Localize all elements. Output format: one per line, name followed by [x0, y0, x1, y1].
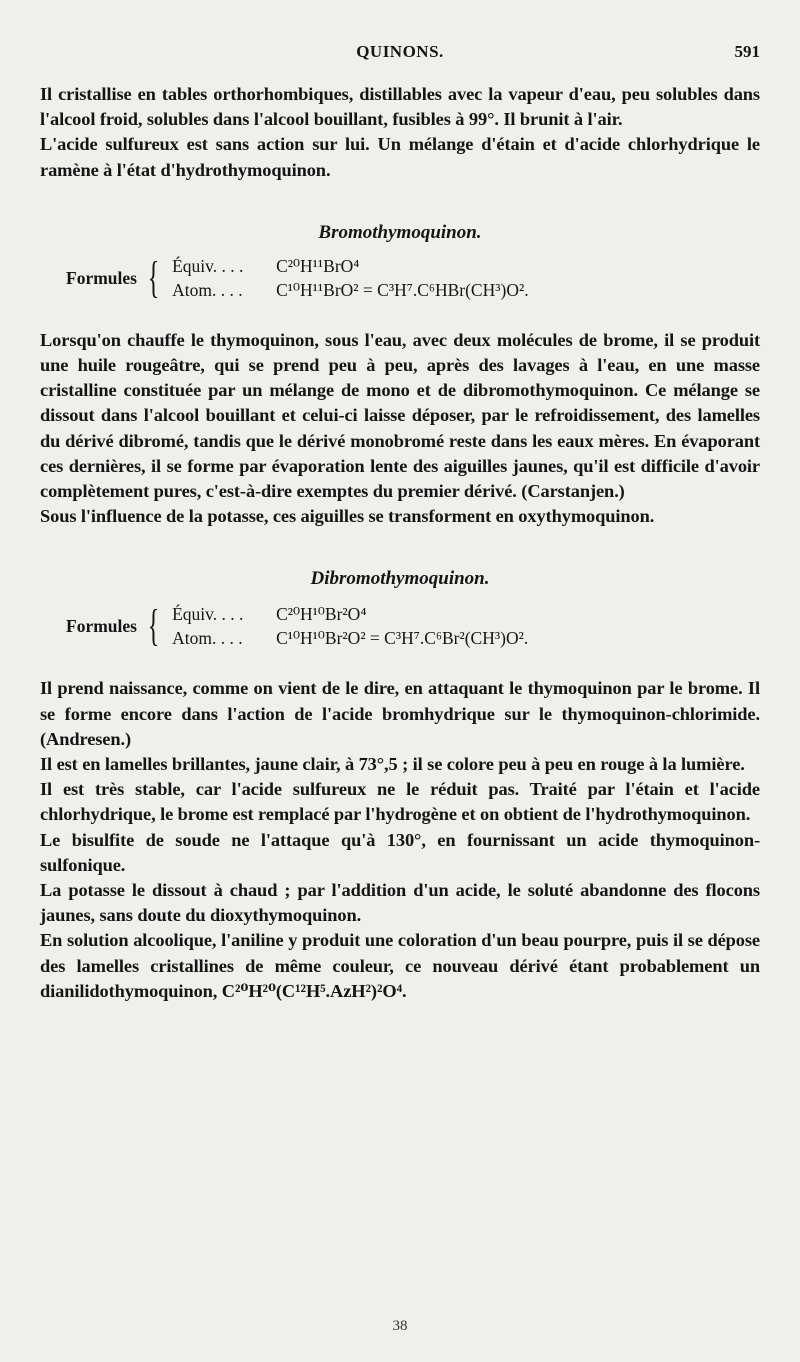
brace-icon: { — [147, 601, 160, 651]
signature-mark: 38 — [392, 1318, 408, 1334]
section-heading-dibromothymoquinon: Dibromothymoquinon. — [310, 568, 490, 590]
paragraph: Le bisulfite de soude ne l'attaque qu'à 130°, en fournissant un acide thymoquinon-sulfonique. — [40, 829, 760, 875]
formula-label: Formules — [66, 616, 137, 637]
formula-row-atom — [172, 626, 528, 650]
formula-value: C¹⁰H¹⁰Br²O² = C³H⁷.C⁶Br²(CH³)O². — [276, 628, 529, 649]
formula-key: Équiv. . . . — [172, 255, 244, 276]
paragraph: La potasse le dissout à chaud ; par l'addition d'un acide, le soluté abandonne des flocons jaunes, sans doute du dioxythymoquinon. — [40, 880, 760, 926]
page-header — [40, 42, 760, 68]
formula-rows — [172, 254, 529, 302]
page-body — [40, 82, 760, 1004]
formula-block — [66, 254, 760, 302]
formula-block — [66, 602, 760, 650]
paragraph: Sous l'influence de la potasse, ces aiguilles se transforment en oxythymoquinon. — [40, 506, 655, 527]
paragraph: Lorsqu'on chauffe le thymoquinon, sous l'eau, avec deux molécules de brome, il se produit une huile rougeâtre, qui se prend peu à peu, après des lavages à l'eau, en une masse cristalline constituée par un mélange de mono et de dibromothymoquinon. Ce mélange se dissout dans l'alcool bouillant et celui-ci laisse déposer, par le refroidissement, des lamelles du dérivé dibromé, tandis que le dérivé monobromé reste dans les eaux mères. En évaporant ces dernières, il se forme par évaporation lente des aiguilles jaunes, qu'il est difficile d'avoir complètement pures, c'est-à-dire exemptes du premier dérivé. (Carstanjen.) — [40, 329, 760, 502]
paragraph: L'acide sulfureux est sans action sur lui. Un mélange d'étain et d'acide chlorhydrique le ramène à l'état d'hydrothymoquinon. — [40, 134, 760, 180]
paragraph: Il cristallise en tables orthorhombiques, distillables avec la vapeur d'eau, peu solubles dans l'alcool froid, solubles dans l'alcool bouillant, fusibles à 99°. Il brunit à l'air. — [40, 84, 760, 130]
formula-value: C²⁰H¹¹BrO⁴ — [276, 255, 360, 276]
paragraph: En solution alcoolique, l'aniline y produit une coloration d'un beau pourpre, puis il se dépose des lamelles cristallines de même couleur, ce nouveau dérivé étant probablement un dianilidothymoquinon, C²⁰H²⁰(C¹²H⁵.AzH²)²O⁴. — [40, 930, 760, 1001]
formula-key: Atom. . . . — [172, 279, 243, 300]
formula-row-atom — [172, 278, 529, 302]
paragraph: Il est très stable, car l'acide sulfureux ne le réduit pas. Traité par l'étain et l'acide chlorhydrique, le brome est remplacé par l'hydrogène et on obtient de l'hydrothymoquinon. — [40, 779, 760, 825]
formula-value: C¹⁰H¹¹BrO² = C³H⁷.C⁶HBr(CH³)O². — [276, 279, 529, 300]
page-number: 591 — [734, 42, 760, 61]
section-heading-bromothymoquinon: Bromothymoquinon. — [318, 221, 482, 243]
formula-value: C²⁰H¹⁰Br²O⁴ — [276, 604, 367, 625]
formula-rows — [172, 602, 528, 650]
formula-row-equiv — [172, 254, 529, 278]
running-title: QUINONS. — [356, 42, 444, 61]
paragraph: Il est en lamelles brillantes, jaune clair, à 73°,5 ; il se colore peu à peu en rouge à la lumière. — [40, 754, 745, 775]
formula-key: Équiv. . . . — [172, 604, 244, 625]
formula-row-equiv — [172, 602, 528, 626]
formula-key: Atom. . . . — [172, 628, 243, 649]
paragraph: Il prend naissance, comme on vient de le dire, en attaquant le thymoquinon par le brome. Il se forme encore dans l'action de l'acide bromhydrique sur le thymoquinon-chlorimide. (Andresen.) — [40, 678, 760, 749]
brace-icon: { — [147, 252, 160, 302]
formula-label: Formules — [66, 267, 137, 288]
